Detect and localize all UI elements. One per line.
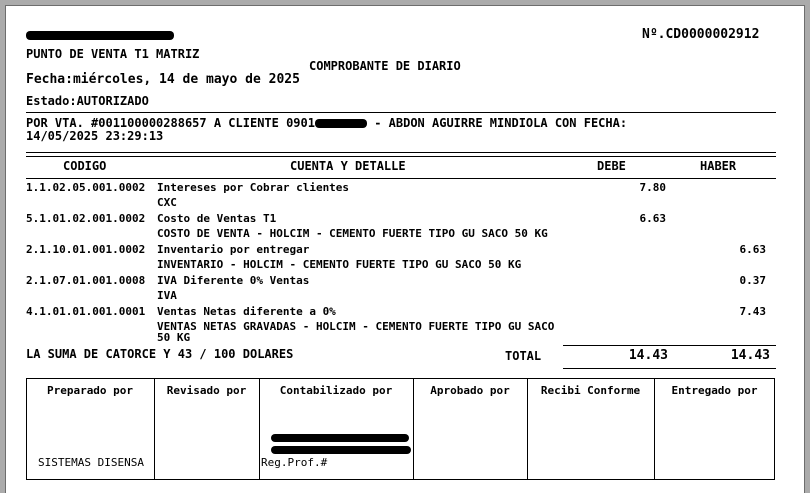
sig-delivered-label: Entregado por (671, 384, 758, 397)
row-1-debit: 7.80 (639, 181, 666, 194)
row-5-account: Ventas Netas diferente a 0% (157, 305, 336, 318)
col-header-account: CUENTA Y DETALLE (290, 159, 406, 173)
row-3-detail: INVENTARIO - HOLCIM - CEMENTO FUERTE TIPO GU SACO 50 KG (157, 258, 522, 271)
redacted-client-id (315, 119, 367, 128)
sig-reg-prof: Reg.Prof.# (261, 456, 328, 469)
totals-bottom-rule (563, 368, 776, 369)
sig-received-label: Recibi Conforme (540, 384, 641, 397)
sig-approved-label: Aprobado por (430, 384, 510, 397)
journal-voucher-page (5, 5, 805, 493)
row-1-detail: CXC (157, 196, 177, 209)
row-3-account: Inventario por entregar (157, 243, 310, 256)
sig-prepared-label: Preparado por (46, 384, 134, 397)
col-header-code: CODIGO (63, 159, 107, 173)
row-3-credit: 6.63 (739, 243, 766, 256)
description-line-2: 14/05/2025 23:29:13 (26, 129, 164, 143)
document-title: COMPROBANTE DE DIARIO (309, 59, 461, 73)
branch-name: PUNTO DE VENTA T1 MATRIZ (26, 47, 200, 61)
voucher-status: Estado:AUTORIZADO (26, 94, 149, 108)
row-5-detail-2: 50 KG (157, 331, 191, 344)
table-header-rule (26, 178, 776, 179)
redacted-accountant-id (271, 446, 411, 454)
table-top-rule-2 (26, 156, 776, 157)
row-4-credit: 0.37 (739, 274, 766, 287)
row-4-detail: IVA (157, 289, 177, 302)
row-4-account: IVA Diferente 0% Ventas (157, 274, 310, 287)
redacted-company-name (26, 31, 174, 40)
total-credit: 14.43 (730, 348, 770, 363)
voucher-number: Nº.CD0000002912 (642, 27, 760, 42)
total-debit: 14.43 (628, 348, 668, 363)
col-header-credit: HABER (700, 159, 737, 173)
description-suffix: - ABDON AGUIRRE MINDIOLA CON FECHA: (366, 116, 628, 130)
row-2-code: 5.1.01.02.001.0002 (26, 212, 146, 225)
row-4-code: 2.1.07.01.001.0008 (26, 274, 146, 287)
row-2-debit: 6.63 (639, 212, 666, 225)
total-label: TOTAL (505, 349, 542, 363)
description-line-1 (26, 116, 627, 130)
col-header-debit: DEBE (597, 159, 626, 173)
row-5-detail: VENTAS NETAS GRAVADAS - HOLCIM - CEMENTO FUERTE TIPO GU SACO (157, 320, 555, 333)
divider (26, 112, 776, 113)
description-prefix: POR VTA. #001100000288657 A CLIENTE 0901 (26, 116, 315, 130)
row-2-account: Costo de Ventas T1 (157, 212, 277, 225)
sig-prepared-name: SISTEMAS DISENSA (38, 456, 144, 469)
redacted-accountant-name (271, 434, 409, 442)
row-5-code: 4.1.01.01.001.0001 (26, 305, 146, 318)
row-1-account: Intereses por Cobrar clientes (157, 181, 350, 194)
row-5-credit: 7.43 (739, 305, 766, 318)
table-top-rule (26, 152, 776, 153)
sig-accounted-label: Contabilizado por (279, 384, 393, 397)
row-1-code: 1.1.02.05.001.0002 (26, 181, 146, 194)
sig-reviewed-label: Revisado por (166, 384, 247, 397)
row-3-code: 2.1.10.01.001.0002 (26, 243, 146, 256)
voucher-date: Fecha:miércoles, 14 de mayo de 2025 (26, 72, 300, 87)
amount-in-words: LA SUMA DE CATORCE Y 43 / 100 DOLARES (26, 347, 294, 361)
row-2-detail: COSTO DE VENTA - HOLCIM - CEMENTO FUERTE TIPO GU SACO 50 KG (157, 227, 548, 240)
totals-top-rule (563, 345, 776, 346)
